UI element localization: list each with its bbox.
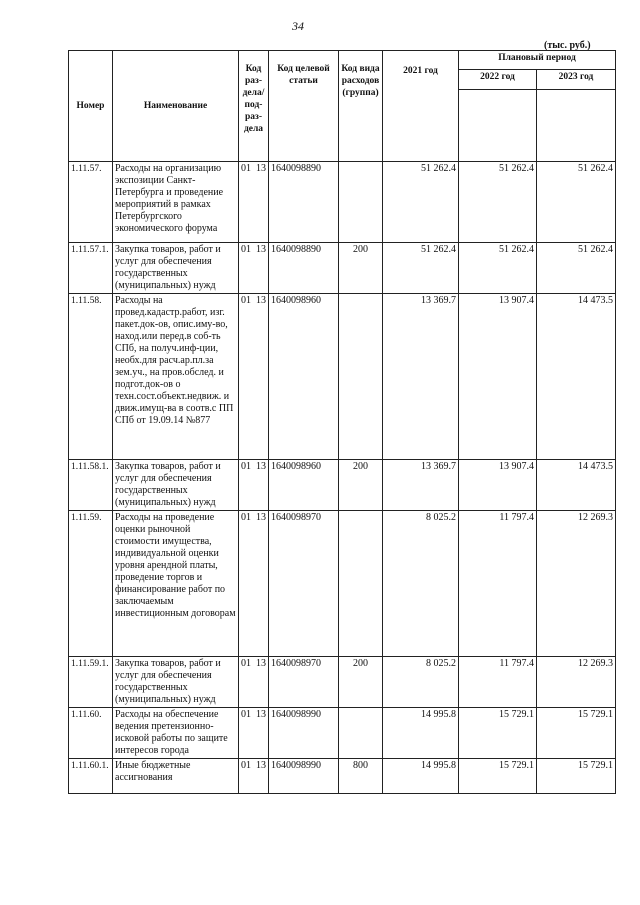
row-value-2022: 13 907.4: [459, 460, 537, 511]
row-subsection: 13: [256, 760, 266, 771]
row-section-code: [239, 708, 269, 759]
row-expense-type: [339, 511, 383, 657]
row-value-2021: 51 262.4: [383, 243, 459, 294]
row-value-2023: 15 729.1: [537, 708, 616, 759]
row-subsection: 13: [256, 295, 266, 306]
header-expense-type: Код вида расходов (группа): [339, 51, 383, 162]
row-expense-type: 200: [339, 243, 383, 294]
budget-table: [68, 50, 616, 794]
row-value-2021: 8 025.2: [383, 511, 459, 657]
row-subsection: 13: [256, 709, 266, 720]
row-target-code: 1640098960: [269, 460, 339, 511]
row-number: 1.11.58.: [69, 294, 113, 460]
row-subsection: 13: [256, 461, 266, 472]
row-section-code: [239, 511, 269, 657]
header-spacer: [537, 90, 616, 162]
header-plan-period: Плановый период: [459, 51, 616, 70]
row-expense-type: 800: [339, 759, 383, 794]
row-value-2023: 14 473.5: [537, 294, 616, 460]
row-section-code: [239, 162, 269, 243]
header-number: Номер: [69, 51, 113, 162]
row-number: 1.11.57.: [69, 162, 113, 243]
row-expense-type: [339, 162, 383, 243]
row-value-2021: 8 025.2: [383, 657, 459, 708]
header-2021: 2021 год: [383, 51, 459, 162]
table-row: [69, 759, 616, 794]
row-section: 01: [241, 244, 251, 255]
row-section-code: [239, 243, 269, 294]
row-name: Расходы на провед.кадастр.работ, изг. пакет.док-ов, опис.иму-во, наход.или перед.в соб-ть СПб, на получ.инф-ции, необх.для расч.ар.пл.за зем.уч., на пров.обслед. и подгот.док-ов о техн.сост.объект.недвиж. и движ.имущ-ва в соотв.с ПП СПб от 19.09.14 №877: [113, 294, 239, 460]
row-number: 1.11.60.1.: [69, 759, 113, 794]
row-subsection: 13: [256, 512, 266, 523]
row-value-2022: 11 797.4: [459, 657, 537, 708]
row-expense-type: [339, 294, 383, 460]
row-section: 01: [241, 461, 251, 472]
table-row: [69, 708, 616, 759]
row-value-2022: 15 729.1: [459, 708, 537, 759]
row-section: 01: [241, 512, 251, 523]
row-target-code: 1640098990: [269, 759, 339, 794]
page-number: 34: [292, 19, 304, 33]
row-number: 1.11.60.: [69, 708, 113, 759]
row-number: 1.11.59.1.: [69, 657, 113, 708]
row-number: 1.11.57.1.: [69, 243, 113, 294]
row-value-2022: 13 907.4: [459, 294, 537, 460]
row-target-code: 1640098890: [269, 162, 339, 243]
row-name: Иные бюджетные ассигнования: [113, 759, 239, 794]
row-section: 01: [241, 295, 251, 306]
row-value-2023: 15 729.1: [537, 759, 616, 794]
table-row: [69, 162, 616, 243]
table-row: [69, 460, 616, 511]
row-value-2023: 12 269.3: [537, 511, 616, 657]
header-target: Код целевой статьи: [269, 51, 339, 162]
row-section-code: [239, 759, 269, 794]
row-number: 1.11.59.: [69, 511, 113, 657]
row-subsection: 13: [256, 658, 266, 669]
header-section: Код раз-дела/ под-раз-дела: [239, 51, 269, 162]
row-section-code: [239, 460, 269, 511]
table-body: [69, 162, 616, 794]
header-spacer: [459, 90, 537, 162]
row-value-2021: 13 369.7: [383, 294, 459, 460]
row-expense-type: 200: [339, 657, 383, 708]
row-section-code: [239, 294, 269, 460]
header-name: Наименование: [113, 51, 239, 162]
row-value-2022: 15 729.1: [459, 759, 537, 794]
row-section: 01: [241, 760, 251, 771]
row-expense-type: 200: [339, 460, 383, 511]
row-target-code: 1640098970: [269, 657, 339, 708]
row-name: Расходы на проведение оценки рыночной стоимости имущества, индивидуальной оценки уровня арендной платы, проведение торгов и финансирование работ по заключаемым инвестиционным договорам: [113, 511, 239, 657]
row-target-code: 1640098990: [269, 708, 339, 759]
row-value-2021: 51 262.4: [383, 162, 459, 243]
table-row: [69, 294, 616, 460]
row-subsection: 13: [256, 163, 266, 174]
row-subsection: 13: [256, 244, 266, 255]
table-row: [69, 243, 616, 294]
row-target-code: 1640098970: [269, 511, 339, 657]
row-name: Закупка товаров, работ и услуг для обеспечения государственных (муниципальных) нужд: [113, 243, 239, 294]
table-row: [69, 657, 616, 708]
unit-note: (тыс. руб.): [544, 40, 591, 51]
row-section-code: [239, 657, 269, 708]
row-value-2023: 51 262.4: [537, 243, 616, 294]
row-value-2022: 51 262.4: [459, 243, 537, 294]
row-name: Закупка товаров, работ и услуг для обеспечения государственных (муниципальных) нужд: [113, 460, 239, 511]
header-2022: 2022 год: [459, 70, 537, 90]
row-value-2023: 12 269.3: [537, 657, 616, 708]
row-value-2023: 51 262.4: [537, 162, 616, 243]
row-number: 1.11.58.1.: [69, 460, 113, 511]
row-section: 01: [241, 163, 251, 174]
row-target-code: 1640098960: [269, 294, 339, 460]
header-2023: 2023 год: [537, 70, 616, 90]
row-value-2022: 11 797.4: [459, 511, 537, 657]
row-section: 01: [241, 709, 251, 720]
row-value-2021: 14 995.8: [383, 708, 459, 759]
row-expense-type: [339, 708, 383, 759]
row-value-2023: 14 473.5: [537, 460, 616, 511]
table-row: [69, 511, 616, 657]
row-value-2022: 51 262.4: [459, 162, 537, 243]
row-name: Расходы на организацию экспозиции Санкт-Петербурга и проведение мероприятий в рамках Петербургского экономического форума: [113, 162, 239, 243]
row-value-2021: 14 995.8: [383, 759, 459, 794]
row-name: Закупка товаров, работ и услуг для обеспечения государственных (муниципальных) нужд: [113, 657, 239, 708]
row-value-2021: 13 369.7: [383, 460, 459, 511]
row-name: Расходы на обеспечение ведения претензионно-исковой работы по защите интересов города: [113, 708, 239, 759]
row-section: 01: [241, 658, 251, 669]
row-target-code: 1640098890: [269, 243, 339, 294]
